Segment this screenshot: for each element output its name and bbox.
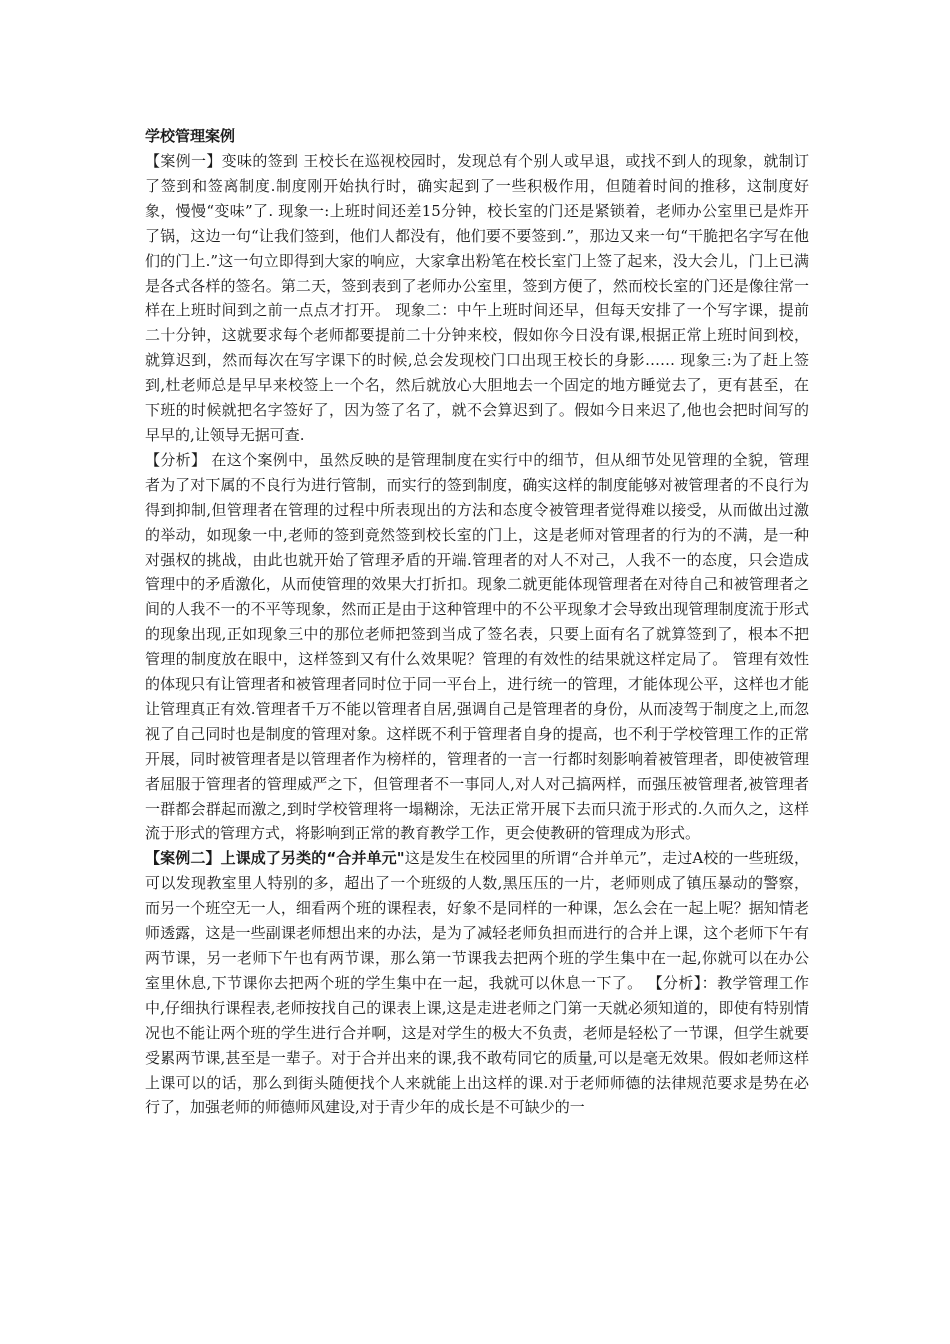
case-one-paragraph [145, 149, 809, 448]
document-title: 学校管理案例 [145, 127, 236, 145]
document-body [145, 124, 809, 1120]
analysis-one-text: 【分析】 在这个案例中，虽然反映的是管理制度在实行中的细节，但从细节处见管理的全貌，管理者为了对下属的不良行为进行管制，而实行的签到制度，确实这样的制度能够对被管理者的不良行为得到抑制,但管理者在管理的过程中所表现出的方法和态度令被管理者觉得难以接受，从而做出过激的举动，如现象一中,老师的签到竟然签到校长室的门上，这是老师对管理者的行为的不满，是一种对强权的挑战，由此也就开始了管理矛盾的开端.管理者的对人不对己，人我不一的态度，只会造成管理中的矛盾激化，从而使管理的效果大打折扣。现象二就更能体现管理者在对待自己和被管理者之间的人我不一的不平等现象，然而正是由于这种管理中的不公平现象才会导致出现管理制度流于形式的现象出现,正如现象三中的那位老师把签到当成了签名表，只要上面有名了就算签到了，根本不把管理的制度放在眼中，这样签到又有什么效果呢？管理的有效性的结果就这样定局了。 管理有效性的体现只有让管理者和被管理者同时位于同一平台上，进行统一的管理，才能体现公平，这样也才能让管理真正有效.管理者千万不能以管理者自居,强调自己是管理者的身份，从而凌驾于制度之上,而忽视了自己同时也是制度的管理对象。这样既不利于管理者自身的提高，也不利于学校管理工作的正常开展，同时被管理者是以管理者作为榜样的，管理者的一言一行都时刻影响着被管理者，即使被管理者屈服于管理者的管理威严之下，但管理者不一事同人,对人对己搞两样，而强压被管理者,被管理者一群都会群起而激之,到时学校管理将一塌糊涂，无法正常开展下去而只流于形式的.久而久之，这样流于形式的管理方式，将影响到正常的教育教学工作，更会使教研的管理成为形式。 [145, 450, 809, 843]
case-two-text: 这是发生在校园里的所谓“合并单元”，走过A校的一些班级，可以发现教室里人特别的多，超出了一个班级的人数,黑压压的一片，老师则成了镇压暴动的警察，而另一个班空无一人，细看两个班的课程表，好象不是同样的一种课，怎么会在一起上呢？据知情老师透露，这是一些副课老师想出来的办法，是为了减轻老师负担而进行的合并上课，这个老师下午有两节课，另一老师下午也有两节课，那么第一节课我去把两个班的学生集中在一起,你就可以在办公室里休息,下节课你去把两个班的学生集中在一起，我就可以休息一下了。 【分析】：教学管理工作中,仔细执行课程表,老师按找自己的课表上课,这是走进老师之门第一天就必须知道的，即使有特别情况也不能让两个班的学生进行合并啊，这是对学生的极大不负责，老师是轻松了一节课，但学生就要受累两节课,甚至是一辈子。对于合并出来的课,我不敢苟同它的质量,可以是毫无效果。假如老师这样上课可以的话，那么到街头随便找个人来就能上出这样的课.对于老师师德的法律规范要求是势在必行了，加强老师的师德师风建设,对于青少年的成长是不可缺少的一 [145, 849, 809, 1117]
analysis-one-paragraph [145, 448, 809, 847]
case-two-heading: 【案例二】上课成了另类的“合并单元" [145, 849, 405, 868]
case-one-text: 【案例一】变味的签到 王校长在巡视校园时，发现总有个别人或早退，或找不到人的现象，就制订了签到和签离制度.制度刚开始执行时，确实起到了一些积极作用，但随着时间的推移，这制度好象，慢慢“变味”了. 现象一:上班时间还差15分钟，校长室的门还是紧锁着，老师办公室里已是炸开了锅，这边一句“让我们签到，他们人都没有，他们要不要签到.”，那边又来一句“干脆把名字写在他们的门上.”这一句立即得到大家的响应，大家拿出粉笔在校长室门上签了起来，没大会儿，门上已满是各式各样的签名。第二天，签到表到了老师办公室里，签到方便了，然而校长室的门还是像往常一样在上班时间到之前一点点才打开。 现象二：中午上班时间还早，但每天安排了一个写字课，提前二十分钟，这就要求每个老师都要提前二十分钟来校，假如你今日没有课,根据正常上班时间到校，就算迟到，然而每次在写字课下的时候,总会发现校门口出现王校长的身影…… 现象三:为了赶上签到,杜老师总是早早来校签上一个名，然后就放心大胆地去一个固定的地方睡觉去了，更有甚至，在下班的时候就把名字签好了，因为签了名了，就不会算迟到了。假如今日来迟了,他也会把时间写的早早的,让领导无据可查. [145, 152, 809, 444]
case-two-paragraph [145, 846, 809, 1120]
